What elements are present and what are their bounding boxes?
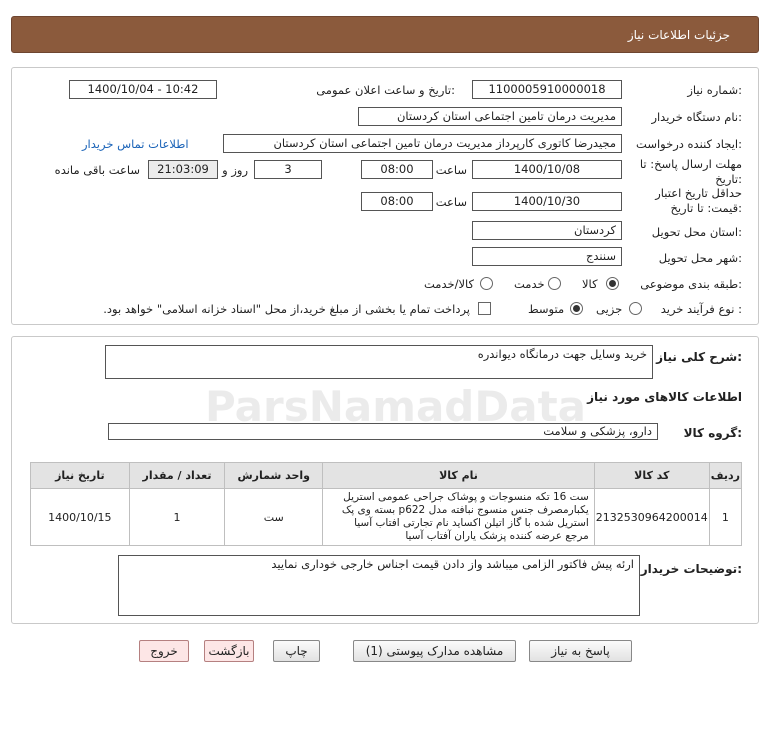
col-name: نام کالا [323, 463, 595, 489]
goods-section-title: اطلاعات کالاهای مورد نیاز [587, 390, 742, 404]
deadline-label [640, 157, 742, 187]
buyer-notes-label: توضیحات خریدار: [640, 562, 742, 576]
buyer-org-field: مدیریت درمان تامین اجتماعی استان کردستان [358, 107, 622, 126]
treasury-payment-checkbox[interactable] [478, 302, 491, 315]
process-label: نوع فرآیند خرید : [660, 302, 742, 316]
days-remaining-field: 3 [254, 160, 322, 179]
page-title: جزئیات اطلاعات نیاز [627, 28, 730, 42]
reply-button[interactable]: پاسخ به نیاز [529, 640, 632, 662]
treasury-payment-note: پرداخت تمام یا بخشی از مبلغ خرید،از محل "اسناد خزانه اسلامی" خواهد بود. [103, 302, 470, 316]
days-label: روز و [222, 163, 248, 177]
table-row [31, 489, 742, 546]
validity-time-label: ساعت [435, 195, 467, 209]
buyer-org-label: نام دستگاه خریدار: [651, 110, 742, 124]
col-unit: واحد شمارش [225, 463, 323, 489]
row-code: 2132530964200014 [594, 489, 709, 546]
deadline-date-field: 1400/10/08 [472, 160, 622, 179]
remaining-time-label: ساعت باقی مانده [54, 163, 140, 177]
attachments-button[interactable]: مشاهده مدارک پیوستی (1) [353, 640, 516, 662]
validity-label-line1: حداقل تاریخ اعتبار [655, 186, 742, 200]
col-date: تاریخ نیاز [31, 463, 130, 489]
process-medium-label: متوسط [528, 302, 565, 316]
goods-group-field: دارو، پزشکی و سلامت [108, 423, 658, 440]
description-label: شرح کلی نیاز: [656, 350, 742, 364]
exit-button[interactable]: خروج [139, 640, 189, 662]
buyer-contact-link[interactable]: اطلاعات تماس خریدار [82, 137, 189, 151]
city-label: شهر محل تحویل: [658, 251, 742, 265]
validity-time-field: 08:00 [361, 192, 433, 211]
buyer-notes-field: ارئه پیش فاکتور الزامی میباشد واز دادن قیمت اجناس خارجی خوداری نمایید [118, 555, 640, 616]
creator-label: ایجاد کننده درخواست: [636, 137, 742, 151]
announce-label: تاریخ و ساعت اعلان عمومی: [316, 83, 455, 97]
category-goods-service-radio[interactable] [480, 277, 493, 290]
creator-field: مجیدرضا کاتوری کارپرداز مدیریت درمان تامین اجتماعی استان کردستان [223, 134, 622, 153]
province-label: استان محل تحویل: [651, 225, 742, 239]
need-number-label: شماره نیاز: [687, 83, 742, 97]
goods-group-label: گروه کالا: [683, 426, 742, 440]
city-field: سنندج [472, 247, 622, 266]
col-index: ردیف [709, 463, 741, 489]
remaining-time-field: 21:03:09 [148, 160, 218, 179]
process-minor-radio[interactable] [629, 302, 642, 315]
validity-label [655, 186, 742, 216]
process-medium-radio[interactable] [570, 302, 583, 315]
validity-label-line2: قیمت: تا تاریخ: [670, 201, 742, 215]
deadline-label-line1: مهلت ارسال پاسخ: تا [639, 157, 742, 171]
process-minor-label: جزیی [596, 302, 623, 316]
row-name: ست 16 تکه منسوجات و پوشاک جراحی عمومی استریل یکبارمصرف جنس منسوج نبافته مدل p622 بسته وی پک استریل شده با گاز اتیلن اکساید نام تجارتی افتاب آسیا مرجع عرضه کننده پزشک یاران آفتاب آسیا [323, 489, 595, 546]
category-goods-service-label: کالا/خدمت [424, 277, 475, 291]
category-goods-label: کالا [582, 277, 598, 291]
category-label: طبقه بندی موضوعی: [640, 277, 742, 291]
row-quantity: 1 [129, 489, 225, 546]
row-unit: ست [225, 489, 323, 546]
description-field: خرید وسایل جهت درمانگاه دیواندره [105, 345, 653, 379]
print-button[interactable]: چاپ [273, 640, 320, 662]
deadline-label-line2: تاریخ: [715, 172, 742, 186]
need-number-field: 1100005910000018 [472, 80, 622, 99]
announce-datetime-field: 1400/10/04 - 10:42 [69, 80, 217, 99]
goods-table-header [31, 463, 742, 489]
province-field: کردستان [472, 221, 622, 240]
row-index: 1 [709, 489, 741, 546]
page-header [11, 16, 759, 53]
deadline-time-label: ساعت [435, 163, 467, 177]
col-code: کد کالا [594, 463, 709, 489]
deadline-time-field: 08:00 [361, 160, 433, 179]
category-goods-radio[interactable] [606, 277, 619, 290]
validity-date-field: 1400/10/30 [472, 192, 622, 211]
row-date: 1400/10/15 [31, 489, 130, 546]
goods-table [30, 462, 742, 546]
category-service-label: خدمت [514, 277, 545, 291]
col-quantity: تعداد / مقدار [129, 463, 225, 489]
category-service-radio[interactable] [548, 277, 561, 290]
back-button[interactable]: بازگشت [204, 640, 254, 662]
